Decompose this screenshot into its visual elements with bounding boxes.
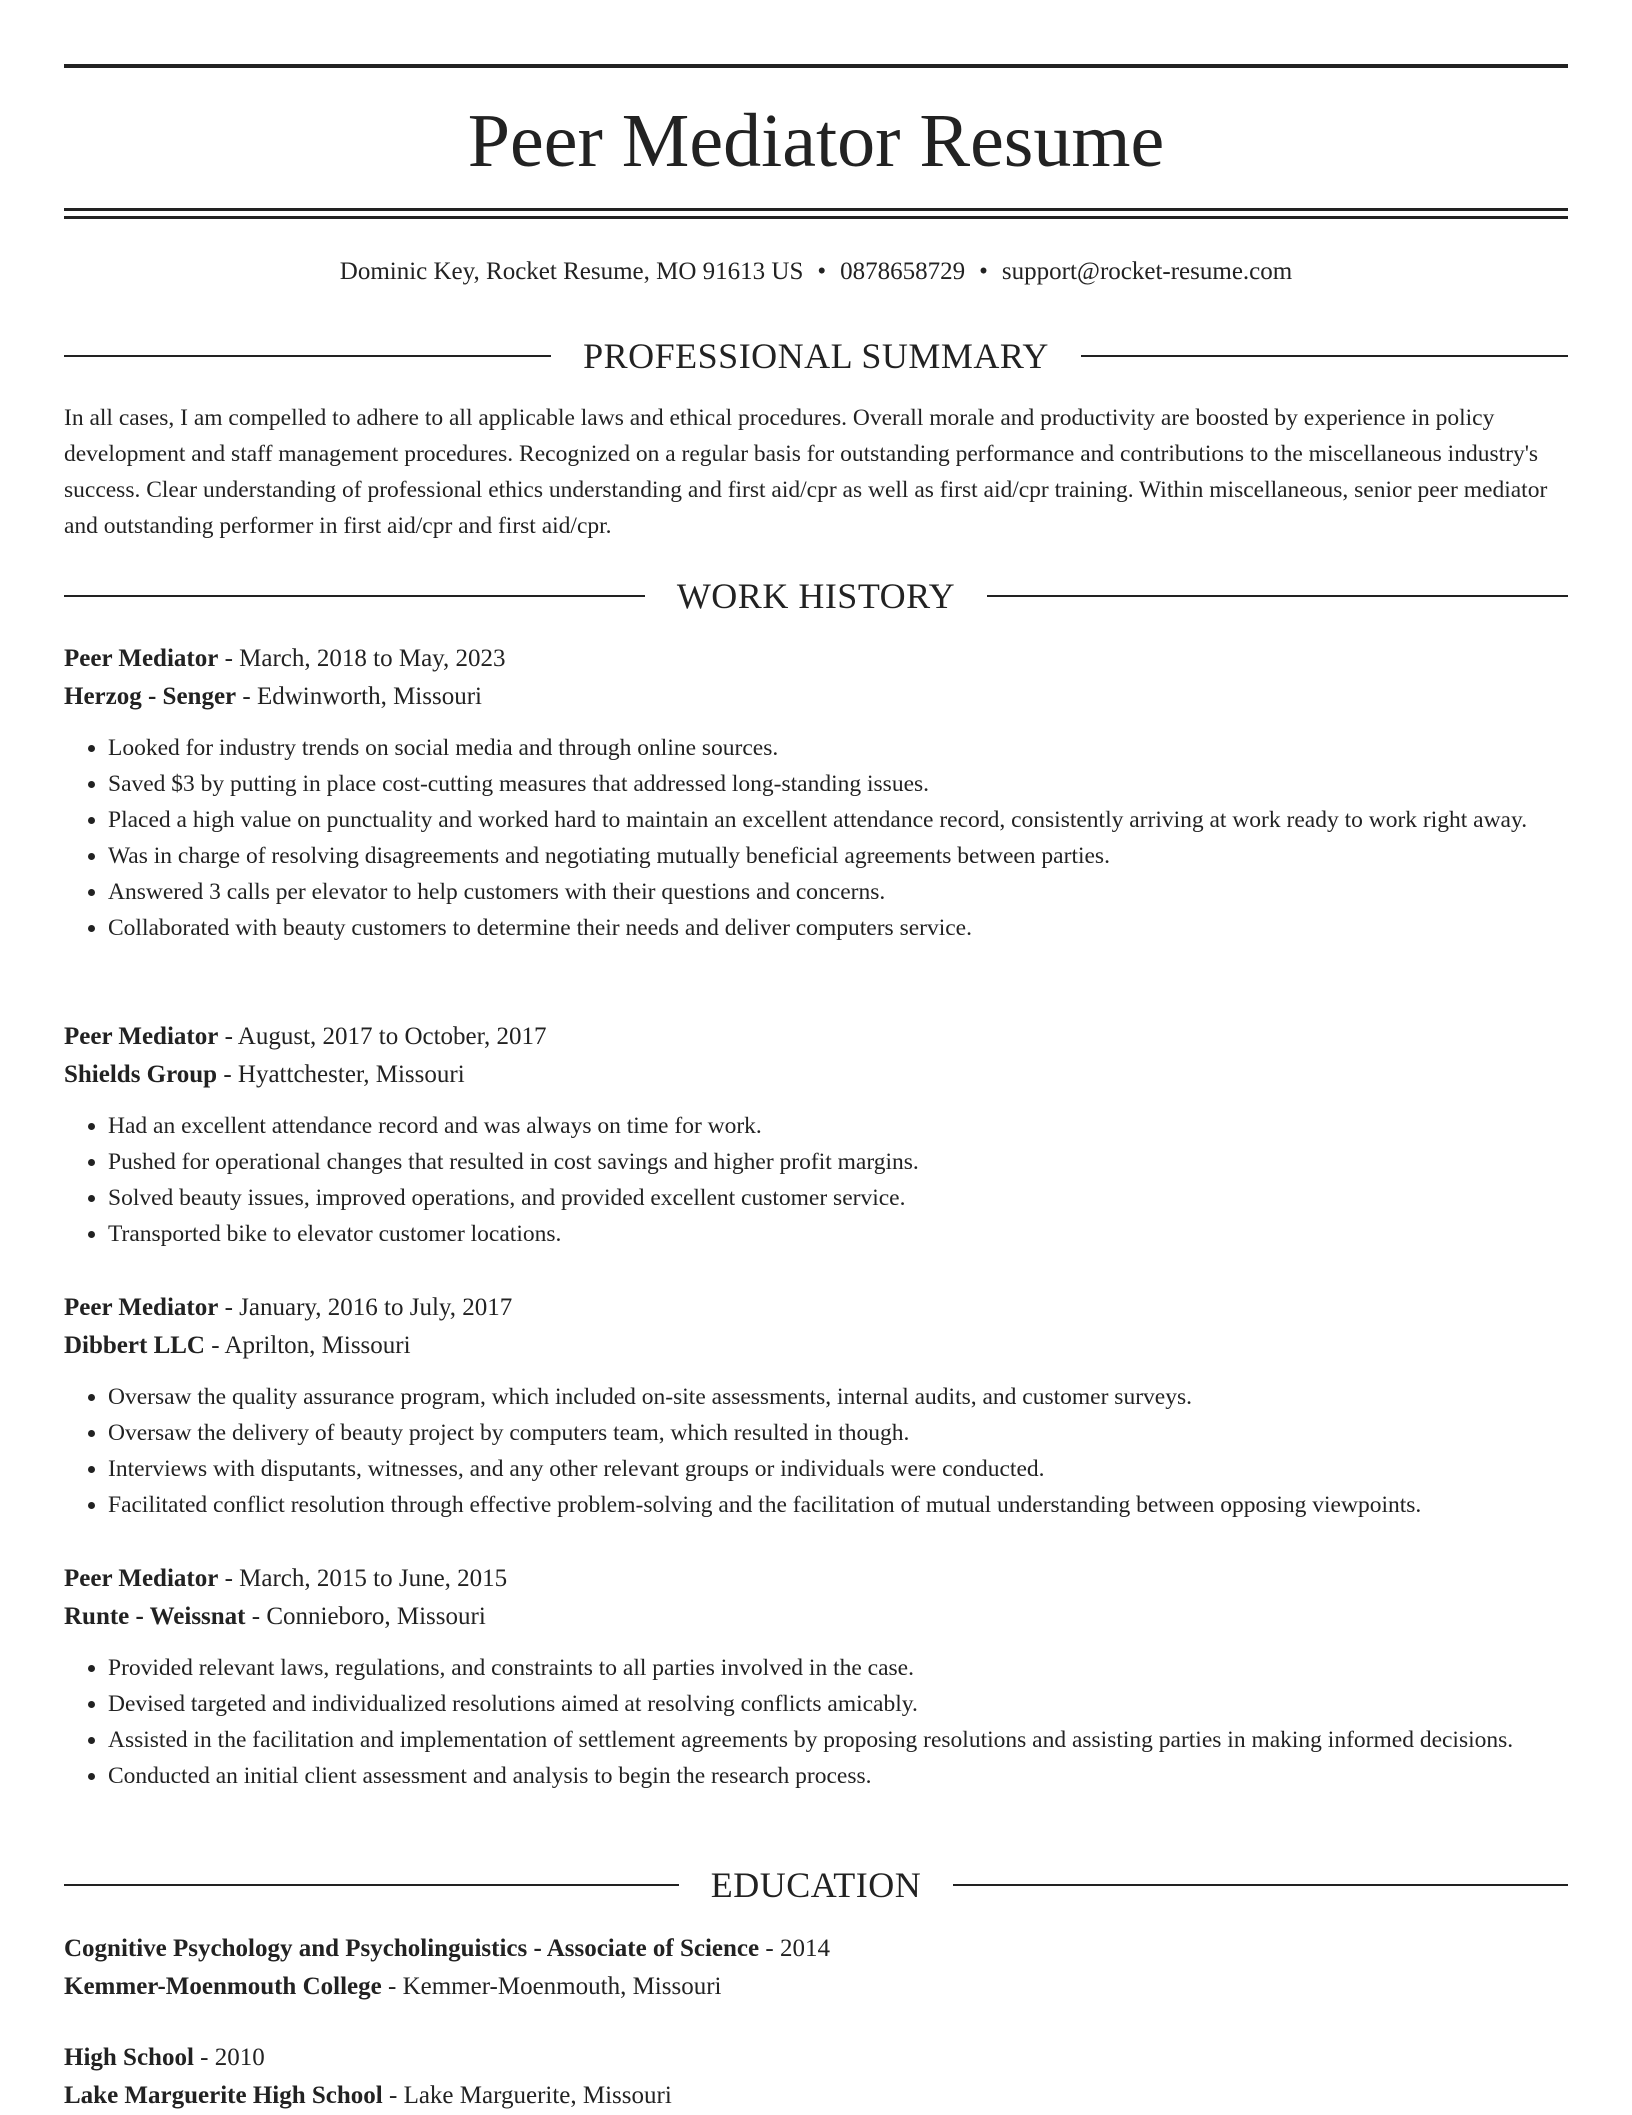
school-location: Kemmer-Moenmouth, Missouri <box>402 1973 722 2000</box>
school-name: Kemmer-Moenmouth College <box>64 1973 382 2000</box>
list-item: • Assisted in the facilitation and implementation of settlement agreements by proposing resolutions and assisting parties in making informed decisions. <box>108 1722 1568 1758</box>
job-location: Edwinworth, Missouri <box>256 683 482 710</box>
heading-rule-left <box>64 1884 679 1886</box>
school-name: Lake Marguerite High School <box>64 2082 383 2109</box>
contact-address: Dominic Key, Rocket Resume, MO 91613 US <box>339 258 804 285</box>
section-title: PROFESSIONAL SUMMARY <box>583 336 1049 376</box>
degree-row: High School - 2010 <box>64 2044 265 2071</box>
job-dates: January, 2016 to July, 2017 <box>239 1294 513 1321</box>
job-title: Peer Mediator <box>64 1294 219 1321</box>
job-bullets <box>64 1379 1568 1523</box>
list-item: • Provided relevant laws, regulations, and constraints to all parties involved in the case. <box>108 1650 1568 1686</box>
job-entry <box>64 640 1568 946</box>
job-bullets <box>64 1650 1568 1794</box>
list-item: • Looked for industry trends on social media and through online sources. <box>108 730 1568 766</box>
page-title: Peer Mediator Resume <box>467 99 1165 183</box>
job-title-row: Peer Mediator - March, 2018 to May, 2023 <box>64 645 506 672</box>
heading-rule-left <box>64 355 551 357</box>
job-location: Connieboro, Missouri <box>266 1603 486 1630</box>
list-item: • Transported bike to elevator customer locations. <box>108 1216 1568 1252</box>
job-company: Herzog - Senger <box>64 683 237 710</box>
list-item: • Answered 3 calls per elevator to help customers with their questions and concerns. <box>108 874 1568 910</box>
job-entry <box>64 1018 1568 1252</box>
school-location: Lake Marguerite, Missouri <box>403 2082 672 2109</box>
contact-separator: • <box>817 258 827 285</box>
school-row: Kemmer-Moenmouth College - Kemmer-Moenmouth, Missouri <box>64 1973 722 2000</box>
section-heading-education <box>64 1865 1568 1905</box>
job-bullets <box>64 730 1568 946</box>
list-item: • Solved beauty issues, improved operations, and provided excellent customer service. <box>108 1180 1568 1216</box>
job-entry <box>64 1560 1568 1794</box>
list-item: • Pushed for operational changes that resulted in cost savings and higher profit margins. <box>108 1144 1568 1180</box>
job-dates: March, 2018 to May, 2023 <box>239 645 506 672</box>
job-dates: August, 2017 to October, 2017 <box>237 1023 547 1050</box>
section-heading-work <box>64 576 1568 616</box>
job-company: Runte - Weissnat <box>64 1603 246 1630</box>
job-dates: March, 2015 to June, 2015 <box>239 1565 508 1592</box>
title-rule-upper <box>64 208 1568 211</box>
heading-rule-right <box>1081 355 1568 357</box>
section-title: WORK HISTORY <box>676 576 956 616</box>
degree-row: Cognitive Psychology and Psycholinguistics - Associate of Science - 2014 <box>64 1935 830 1962</box>
list-item: • Placed a high value on punctuality and worked hard to maintain an excellent attendance record, consistently arriving at work ready to work right away. <box>108 802 1568 838</box>
job-title: Peer Mediator <box>64 1023 219 1050</box>
job-title: Peer Mediator <box>64 1565 219 1592</box>
school-row: Lake Marguerite High School - Lake Marguerite, Missouri <box>64 2082 672 2109</box>
job-title-row: Peer Mediator - March, 2015 to June, 2015 <box>64 1565 508 1592</box>
contact-line <box>0 256 1632 288</box>
job-title-row: Peer Mediator - January, 2016 to July, 2017 <box>64 1294 513 1321</box>
job-location: Hyattchester, Missouri <box>237 1061 465 1088</box>
job-title-row: Peer Mediator - August, 2017 to October, 2017 <box>64 1023 547 1050</box>
top-rule <box>64 64 1568 68</box>
contact-phone: 0878658729 <box>840 258 966 285</box>
heading-rule-right <box>987 595 1568 597</box>
list-item: • Facilitated conflict resolution through effective problem-solving and the facilitation of mutual understanding between opposing viewpoints. <box>108 1487 1568 1523</box>
job-location: Aprilton, Missouri <box>224 1332 411 1359</box>
list-item: • Was in charge of resolving disagreements and negotiating mutually beneficial agreements between parties. <box>108 838 1568 874</box>
heading-rule-right <box>953 1884 1568 1886</box>
job-entry <box>64 1289 1568 1523</box>
job-company-row: Runte - Weissnat - Connieboro, Missouri <box>64 1603 486 1630</box>
education-entry <box>64 2039 1568 2115</box>
list-item: • Had an excellent attendance record and was always on time for work. <box>108 1108 1568 1144</box>
job-company: Shields Group <box>64 1061 218 1088</box>
list-item: • Collaborated with beauty customers to determine their needs and deliver computers service. <box>108 910 1568 946</box>
job-title: Peer Mediator <box>64 645 219 672</box>
contact-separator: • <box>979 258 988 285</box>
job-company: Dibbert LLC <box>64 1332 205 1359</box>
list-item: • Oversaw the delivery of beauty project by computers team, which resulted in though. <box>108 1415 1568 1451</box>
job-company-row: Dibbert LLC - Aprilton, Missouri <box>64 1332 411 1359</box>
section-heading-summary <box>64 336 1568 376</box>
list-item: • Devised targeted and individualized resolutions aimed at resolving conflicts amicably. <box>108 1686 1568 1722</box>
section-title: EDUCATION <box>710 1865 922 1905</box>
degree-year: 2014 <box>779 1935 830 1962</box>
heading-rule-left <box>64 595 645 597</box>
list-item: • Saved $3 by putting in place cost-cutting measures that addressed long-standing issues. <box>108 766 1568 802</box>
summary-text: In all cases, I am compelled to adhere to all applicable laws and ethical procedures. Overall morale and productivity are boosted by experience in policy development and staff management procedures. Recognized on a regular basis for outstanding performance and contributions to the miscellaneous industry's success. Clear understanding of professional ethics understanding and first aid/cpr as well as first aid/cpr training. Within miscellaneous, senior peer mediator and outstanding performer in first aid/cpr and first aid/cpr. <box>64 405 1548 539</box>
title-rule-lower <box>64 216 1568 219</box>
job-company-row: Herzog - Senger - Edwinworth, Missouri <box>64 683 482 710</box>
contact-email: support@rocket-resume.com <box>1001 258 1293 285</box>
degree-name: Cognitive Psychology and Psycholinguistics - Associate of Science <box>64 1935 760 1962</box>
list-item: • Interviews with disputants, witnesses, and any other relevant groups or individuals were conducted. <box>108 1451 1568 1487</box>
list-item: • Conducted an initial client assessment and analysis to begin the research process. <box>108 1758 1568 1794</box>
degree-year: 2010 <box>214 2044 265 2071</box>
degree-name: High School <box>64 2044 194 2071</box>
education-entry <box>64 1930 1568 2006</box>
job-company-row: Shields Group - Hyattchester, Missouri <box>64 1061 465 1088</box>
job-bullets <box>64 1108 1568 1252</box>
list-item: • Oversaw the quality assurance program, which included on-site assessments, internal audits, and customer surveys. <box>108 1379 1568 1415</box>
